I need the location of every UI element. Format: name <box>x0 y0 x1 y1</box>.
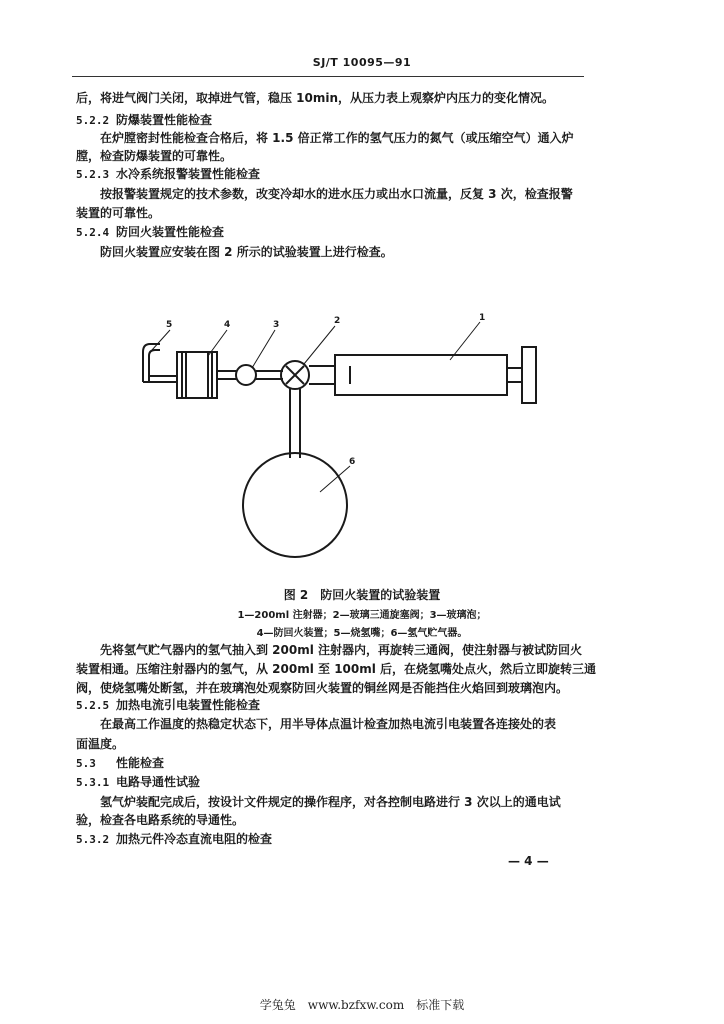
paragraph-line: 验，检查各电路系统的导通性。 <box>76 813 245 827</box>
paragraph-line: 阀，使烧氢嘴处断氢，并在玻璃泡处观察防回火装置的铜丝网是否能挡住火焰回到玻璃泡内。 <box>76 681 569 695</box>
paragraph-line: 先将氢气贮气器内的氢气抽入到 200ml 注射器内，再旋转三通阀，使注射器与被试防回火 <box>100 643 583 657</box>
section-title: 水冷系统报警装置性能检查 <box>116 167 261 181</box>
callout-2: 2 <box>334 316 341 326</box>
callout-4: 4 <box>224 320 231 330</box>
callout-3: 3 <box>273 320 280 330</box>
figure-caption: 图 2 防回火装置的试验装置 <box>283 588 441 602</box>
section-title: 防爆装置性能检查 <box>116 113 213 127</box>
header-rule <box>72 76 584 77</box>
section-number: 5.2.4 <box>76 226 110 239</box>
hydrogen-reservoir <box>243 453 347 557</box>
paragraph-line: 面温度。 <box>76 737 125 751</box>
figure-legend-line: 4—防回火装置；5—烧氢嘴；6—氢气贮气器。 <box>256 628 468 639</box>
section-title: 防回火装置性能检查 <box>116 225 225 239</box>
section-number: 5.2.3 <box>76 168 110 181</box>
section-heading-5-2-4 <box>76 224 224 241</box>
paragraph-line: 装置的可靠性。 <box>76 206 161 220</box>
section-number: 5.3.1 <box>76 776 110 789</box>
section-heading-5-3 <box>76 755 164 772</box>
paragraph-line: 装置相通。压缩注射器内的氢气，从 200ml 至 100ml 后，在烧氢嘴处点火，然后立即旋转三通 <box>76 662 597 676</box>
callout-1: 1 <box>479 313 486 323</box>
section-heading-5-3-1 <box>76 774 200 791</box>
paragraph-line: 氢气炉装配完成后，按设计文件规定的操作程序，对各控制电路进行 3 次以上的通电试 <box>100 795 561 809</box>
section-title: 加热元件冷态直流电阻的检查 <box>116 832 273 846</box>
glass-bulb <box>236 365 256 385</box>
section-heading-5-2-3 <box>76 166 260 183</box>
paragraph-line: 在炉膛密封性能检查合格后，将 1.5 倍正常工作的氢气压力的氮气（或压缩空气）通入炉 <box>100 131 574 145</box>
section-title: 性能检查 <box>116 756 165 770</box>
section-heading-5-2-5 <box>76 697 260 714</box>
section-title: 加热电流引电装置性能检查 <box>116 698 261 712</box>
paragraph-line: 后，将进气阀门关闭，取掉进气管，稳压 10min，从压力表上观察炉内压力的变化情况。 <box>76 91 555 105</box>
figure-2-diagram <box>0 300 724 580</box>
paragraph-line: 在最高工作温度的热稳定状态下，用半导体点温计检查加热电流引电装置各连接处的表 <box>100 717 557 731</box>
paragraph-line: 按报警装置规定的技术参数，改变冷却水的进水压力或出水口流量，反复 3 次，检查报警 <box>100 187 573 201</box>
paragraph-line: 膛，检查防爆装置的可靠性。 <box>76 149 233 163</box>
callout-5: 5 <box>166 320 173 330</box>
section-heading-5-2-2 <box>76 112 212 129</box>
section-number: 5.2.2 <box>76 114 110 127</box>
section-number: 5.3 <box>76 757 96 770</box>
syringe-200ml <box>335 355 507 395</box>
figure-legend-line: 1—200ml 注射器；2—玻璃三通旋塞阀；3—玻璃泡； <box>237 610 487 621</box>
section-number: 5.3.2 <box>76 833 110 846</box>
page-number: — 4 — <box>508 854 549 868</box>
standard-code-header: SJ/T 10095—91 <box>312 56 412 69</box>
section-title: 电路导通性试验 <box>116 775 201 789</box>
section-number: 5.2.5 <box>76 699 110 712</box>
callout-6: 6 <box>349 457 356 467</box>
watermark-footer: 学兔兔 www.bzfxw.com 标准下载 <box>259 998 465 1012</box>
section-heading-5-3-2 <box>76 831 272 848</box>
paragraph-line: 防回火装置应安装在图 2 所示的试验装置上进行检查。 <box>100 245 393 259</box>
